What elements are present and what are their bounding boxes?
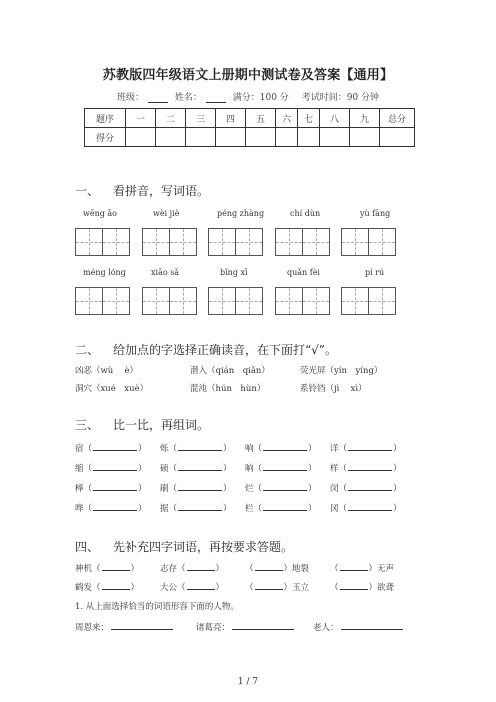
pinyin: péng zhàng [217, 209, 265, 218]
score-table [84, 108, 415, 147]
score-cell: 八 [320, 109, 350, 128]
score-input-cell[interactable] [246, 128, 276, 147]
section-title: 先补充四字词语，再按要求答题。 [113, 540, 294, 554]
score-input-cell[interactable] [156, 128, 186, 147]
page-title: 苏教版四年级语文上册期中测试卷及答案【通用】 [102, 68, 394, 83]
score-row-label: 得分 [85, 128, 126, 147]
score-cell: 一 [126, 109, 156, 128]
word-fill: 硕（ ） [160, 464, 232, 474]
name-label: 姓名： [174, 93, 202, 103]
person-answer: 老人： [313, 621, 403, 633]
score-input-cell[interactable] [298, 128, 320, 147]
section-number: 三、 [75, 418, 100, 432]
answer-blank[interactable] [102, 562, 130, 571]
answer-blank[interactable] [93, 482, 137, 491]
word-fill: 榉（ ） [75, 484, 147, 494]
reading-choice-item[interactable]: 洞穴（xué xuè） [75, 384, 149, 394]
idiom-fill: （ ）无声 [330, 564, 395, 574]
word-fill: 栏（ ） [245, 504, 317, 514]
reading-choice-item[interactable]: 系铃铛（jì xì） [300, 384, 367, 394]
idiom-fill: 志存（ ） [160, 564, 225, 574]
time-label: 考试时间：90 分钟 [301, 93, 380, 103]
answer-blank[interactable] [102, 581, 130, 590]
pinyin: quǎn fèi [287, 268, 320, 277]
score-input-cell[interactable] [216, 128, 246, 147]
answer-blank[interactable] [178, 442, 222, 451]
pinyin: méng lóng [83, 268, 126, 277]
section-number: 一、 [75, 184, 100, 198]
reading-choice-item[interactable]: 荧光屏（yín yíng） [300, 366, 383, 376]
pinyin: yù fāng [360, 209, 391, 218]
answer-blank[interactable] [255, 562, 283, 571]
pinyin-row-1 [75, 209, 415, 221]
writing-grid[interactable] [75, 228, 130, 256]
reading-choice-item[interactable]: 潜入（qián qiǎn） [190, 366, 270, 376]
person-answer: 诸葛亮： [196, 621, 294, 633]
idiom-fill: （ ）欲聋 [330, 583, 395, 593]
answer-blank[interactable] [187, 581, 215, 590]
score-input-cell[interactable] [126, 128, 156, 147]
word-fill: 据（ ） [160, 504, 232, 514]
answer-blank[interactable] [348, 462, 392, 471]
writing-grid[interactable] [341, 287, 396, 315]
idiom-fill: 鹤发（ ） [75, 583, 140, 593]
reading-choice-item[interactable]: 凶恶（wù è） [75, 366, 138, 376]
answer-blank[interactable] [263, 482, 307, 491]
writing-grid[interactable] [275, 287, 330, 315]
class-label: 班级： [116, 93, 144, 103]
answer-blank[interactable] [263, 462, 307, 471]
pinyin: chí dùn [290, 209, 321, 218]
class-blank[interactable] [148, 93, 168, 103]
pinyin: pí rú [365, 268, 385, 277]
score-input-cell[interactable] [380, 128, 415, 147]
word-fill: 晌（ ） [245, 464, 317, 474]
answer-blank[interactable] [93, 442, 137, 451]
sub-question: 1. 从上面选择恰当的词语形容下面的人物。 [75, 602, 239, 612]
word-fill: 刷（ ） [160, 484, 232, 494]
name-blank[interactable] [206, 93, 226, 103]
section-2-heading [75, 341, 337, 358]
word-fill: 样（ ） [330, 464, 402, 474]
score-input-cell[interactable] [350, 128, 380, 147]
pinyin-row-2 [75, 268, 415, 280]
answer-blank[interactable] [348, 502, 392, 511]
answer-blank[interactable] [111, 621, 173, 630]
word-fill: 响（ ） [245, 444, 317, 454]
section-title: 给加点的字选择正确读音，在下面打“√”。 [113, 343, 337, 357]
answer-blank[interactable] [255, 581, 283, 590]
section-number: 二、 [75, 343, 100, 357]
exam-info-line [0, 90, 496, 103]
pinyin: wēng ǎo [83, 209, 117, 218]
pinyin: wèi jiè [153, 209, 180, 218]
answer-blank[interactable] [187, 562, 215, 571]
answer-blank[interactable] [232, 621, 294, 630]
pinyin: xiāo sǎ [151, 268, 180, 277]
section-title: 看拼音，写词语。 [113, 184, 210, 198]
score-table-header-row [85, 109, 415, 128]
answer-blank[interactable] [340, 562, 368, 571]
word-fill: 闵（ ） [330, 484, 402, 494]
writing-grid[interactable] [275, 228, 330, 256]
person-answer: 周恩来： [75, 621, 173, 633]
writing-grid[interactable] [208, 287, 263, 315]
writing-grid[interactable] [142, 228, 197, 256]
word-fill: 冈（ ） [330, 504, 402, 514]
score-input-cell[interactable] [186, 128, 216, 147]
word-fill: 宿（ ） [75, 444, 147, 454]
score-cell: 三 [186, 109, 216, 128]
writing-grid[interactable] [75, 287, 130, 315]
word-fill: 烁（ ） [160, 444, 232, 454]
section-number: 四、 [75, 540, 100, 554]
section-3-heading [75, 416, 209, 433]
answer-blank[interactable] [178, 502, 222, 511]
answer-blank[interactable] [263, 502, 307, 511]
writing-grid[interactable] [142, 287, 197, 315]
idiom-fill: 大公（ ） [160, 583, 225, 593]
page-number: 1 / 7 [237, 677, 259, 687]
word-fill: 详（ ） [330, 444, 402, 454]
score-cell: 总分 [380, 109, 415, 128]
score-input-cell[interactable] [320, 128, 350, 147]
score-cell: 题序 [85, 109, 126, 128]
word-fill: 缩（ ） [75, 464, 147, 474]
writing-grid[interactable] [341, 228, 396, 256]
score-label: 满分：100 分 [232, 93, 289, 103]
answer-blank[interactable] [341, 621, 403, 630]
section-title: 比一比，再组词。 [113, 418, 210, 432]
word-fill: 哗（ ） [75, 504, 147, 514]
answer-blank[interactable] [340, 581, 368, 590]
idiom-fill: （ ）玉立 [245, 583, 310, 593]
answer-blank[interactable] [348, 482, 392, 491]
idiom-fill: 神机（ ） [75, 564, 140, 574]
score-cell: 九 [350, 109, 380, 128]
score-cell: 四 [216, 109, 246, 128]
score-cell: 二 [156, 109, 186, 128]
score-input-cell[interactable] [276, 128, 298, 147]
answer-blank[interactable] [93, 462, 137, 471]
answer-blank[interactable] [178, 482, 222, 491]
word-fill: 烂（ ） [245, 484, 317, 494]
score-cell: 七 [298, 109, 320, 128]
idiom-fill: （ ）地裂 [245, 564, 310, 574]
writing-grid[interactable] [208, 228, 263, 256]
score-cell: 五 [246, 109, 276, 128]
reading-choice-item[interactable]: 混沌（hún hùn） [190, 384, 266, 394]
section-4-heading [75, 538, 293, 555]
pinyin: bǐng xī [220, 268, 248, 277]
score-cell: 六 [276, 109, 298, 128]
section-1-heading [75, 182, 209, 199]
answer-blank[interactable] [93, 502, 137, 511]
answer-blank[interactable] [263, 442, 307, 451]
answer-blank[interactable] [348, 442, 392, 451]
answer-blank[interactable] [178, 462, 222, 471]
score-table-score-row [85, 128, 415, 147]
